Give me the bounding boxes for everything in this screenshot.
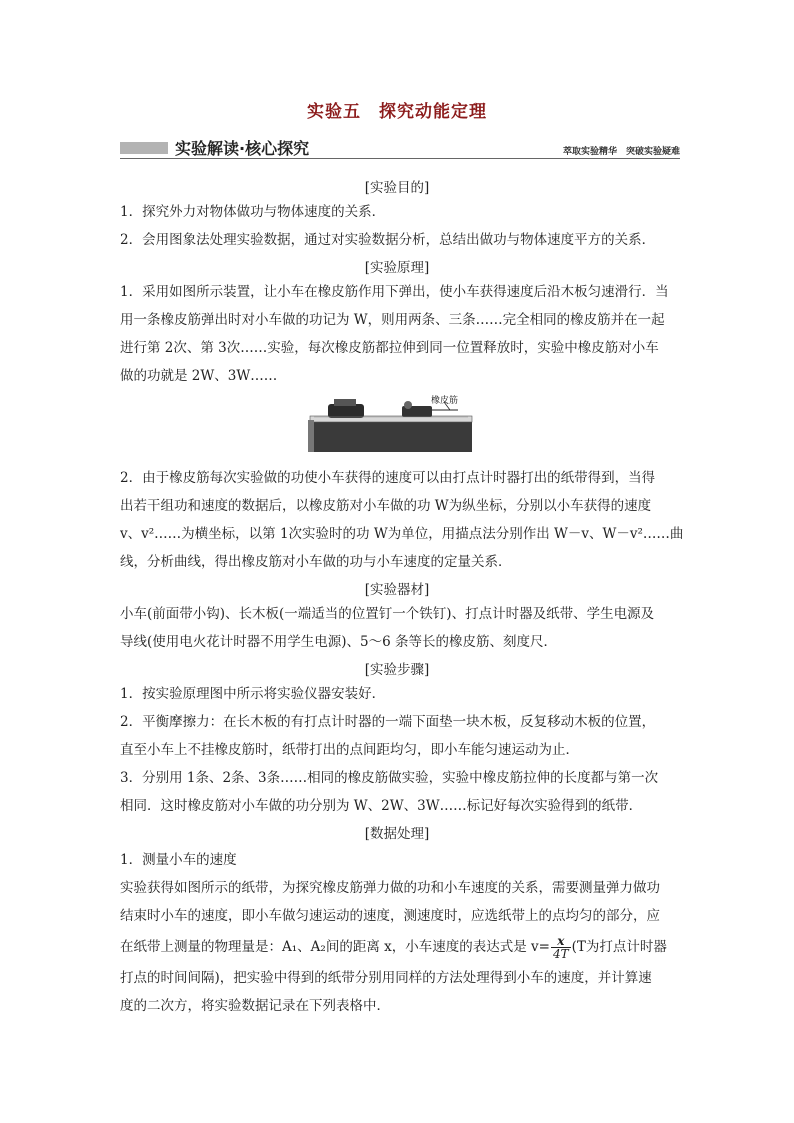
text-line: 做的功就是 2W、3W…… bbox=[120, 368, 278, 384]
banner-bar-decoration bbox=[120, 142, 168, 154]
text-line: 实验获得如图所示的纸带，为探究橡皮筋弹力做的功和小车速度的关系，需要测量弹力做功 bbox=[120, 880, 660, 896]
banner-title: 实验解读·核心探究 bbox=[175, 139, 310, 158]
principle-paragraph-1 bbox=[120, 278, 680, 390]
cart-wheel bbox=[404, 401, 412, 409]
text-fragment: (T为打点计时器 bbox=[571, 939, 667, 955]
text-line: 进行第 2次、第 3次……实验，每次橡皮筋都拉伸到同一位置释放时，实验中橡皮筋对小车 bbox=[120, 340, 659, 356]
section-banner bbox=[120, 136, 680, 160]
text-line: 度的二次方，将实验数据记录在下列表格中． bbox=[120, 998, 390, 1014]
text-line: v、v²……为横坐标，以第 1次实验时的功 W为单位，用描点法分别作出 W－v、W－v²……曲 bbox=[120, 526, 684, 542]
text-line: 小车(前面带小钩)、长木板(一端适当的位置钉一个铁钉)、打点计时器及纸带、学生电源及 bbox=[120, 606, 655, 622]
figure-label-rubber-band: 橡皮筋 bbox=[431, 396, 459, 406]
text-line: 导线(使用电火花计时器不用学生电源)、5～6 条等长的橡皮筋、刻度尺． bbox=[120, 634, 558, 650]
text-line: 直至小车上不挂橡皮筋时，纸带打出的点间距均匀，即小车能匀速运动为止． bbox=[120, 742, 579, 758]
velocity-fraction bbox=[551, 935, 571, 960]
steps-paragraph bbox=[120, 680, 680, 820]
purpose-paragraph bbox=[120, 198, 680, 254]
purpose-line-1: 1．探究外力对物体做功与物体速度的关系． bbox=[120, 204, 386, 220]
text-line: 1．采用如图所示装置，让小车在橡皮筋作用下弹出，使小车获得速度后沿木板匀速滑行．当 bbox=[120, 284, 669, 300]
text-line: 用一条橡皮筋弹出时对小车做的功记为 W，则用两条、三条……完全相同的橡皮筋并在一起 bbox=[120, 312, 665, 328]
text-line: 打点的时间间隔)，把实验中得到的纸带分别用同样的方法处理得到小车的速度，并计算速 bbox=[120, 970, 652, 986]
text-line: 1．测量小车的速度 bbox=[120, 852, 237, 868]
heading-data: [数据处理] bbox=[364, 826, 430, 842]
text-line: 1．按实验原理图中所示将实验仪器安装好． bbox=[120, 686, 386, 702]
page-title: 实验五 探究动能定理 bbox=[307, 102, 487, 122]
equipment-paragraph bbox=[120, 600, 680, 656]
heading-steps: [实验步骤] bbox=[364, 662, 430, 678]
apparatus-figure bbox=[308, 390, 474, 456]
fraction-denominator: 4T bbox=[552, 947, 569, 961]
formula-line bbox=[120, 930, 680, 964]
heading-equipment: [实验器材] bbox=[364, 582, 430, 598]
timer-block bbox=[328, 404, 364, 418]
board-base bbox=[310, 418, 472, 452]
heading-principle: [实验原理] bbox=[364, 260, 430, 276]
text-line: 相同．这时橡皮筋对小车做的功分别为 W、2W、3W……标记好每次实验得到的纸带． bbox=[120, 798, 643, 814]
principle-paragraph-2 bbox=[120, 464, 684, 576]
text-line: 出若干组功和速度的数据后，以橡皮筋对小车做的功 W为纵坐标，分别以小车获得的速度 bbox=[120, 498, 652, 514]
board-end bbox=[308, 420, 314, 452]
text-line: 2．由于橡皮筋每次实验做的功使小车获得的速度可以由打点计时器打出的纸带得到，当得 bbox=[120, 470, 656, 486]
banner-subtitle: 萃取实验精华 突破实验疑难 bbox=[562, 147, 680, 157]
text-line: 2．平衡摩擦力：在长木板的有打点计时器的一端下面垫一块木板，反复移动木板的位置， bbox=[120, 714, 656, 730]
timer-top bbox=[334, 399, 356, 406]
text-line: 线，分析曲线，得出橡皮筋对小车做的功与小车速度的定量关系． bbox=[120, 554, 512, 570]
purpose-line-2: 2．会用图象法处理实验数据，通过对实验数据分析，总结出做功与物体速度平方的关系． bbox=[120, 232, 656, 248]
text-line: 3．分别用 1条、2条、3条……相同的橡皮筋做实验，实验中橡皮筋拉伸的长度都与第一次 bbox=[120, 770, 659, 786]
data-paragraph bbox=[120, 846, 680, 1020]
text-fragment: 在纸带上测量的物理量是：A₁、A₂间的距离 x，小车速度的表达式是 v= bbox=[120, 939, 550, 955]
banner-divider bbox=[120, 158, 680, 159]
fraction-numerator: x bbox=[551, 935, 571, 948]
heading-purpose: [实验目的] bbox=[364, 180, 430, 196]
text-line: 结束时小车的速度，即小车做匀速运动的速度，测速度时，应选纸带上的点均匀的部分，应 bbox=[120, 908, 660, 924]
